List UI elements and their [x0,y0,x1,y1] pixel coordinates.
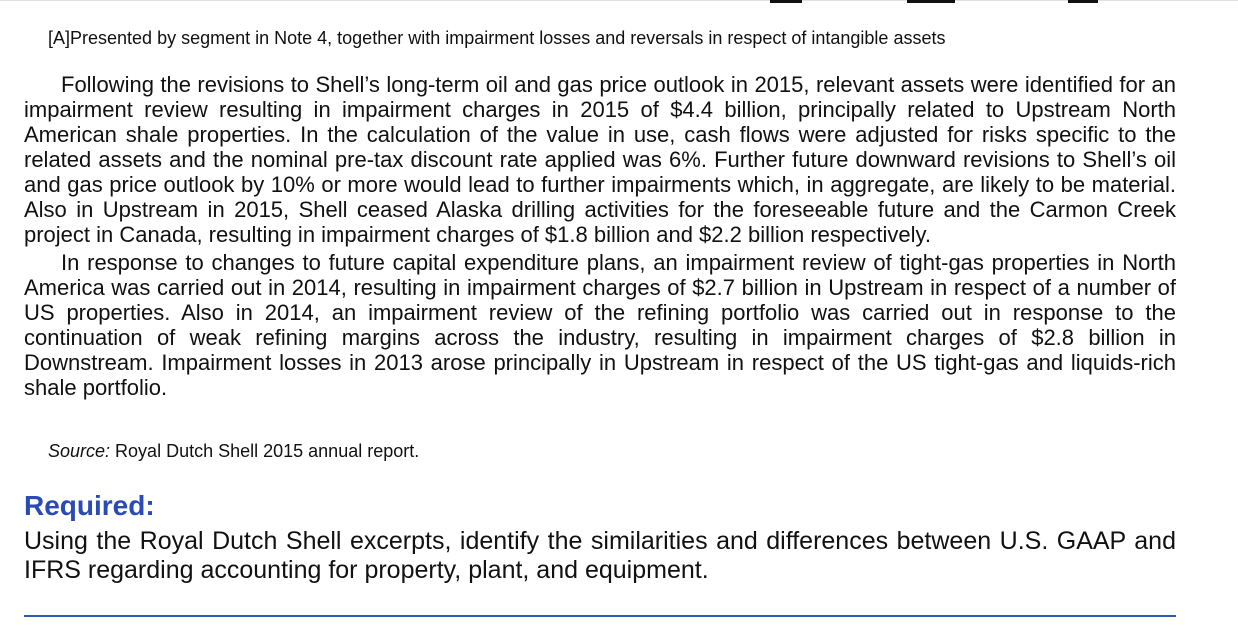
source-citation [48,440,419,462]
source-label: Source: [48,441,111,461]
table-rule-mark [907,0,955,3]
table-rule-mark [1068,0,1098,3]
excerpt-paragraph-2: In response to changes to future capital expenditure plans, an impairment review of tight-gas properties in North America was carried out in 2014, resulting in impairment charges of $2.7 billion in Upstream in respect of a number of US properties. Also in 2014, an impairment review of the refining portfolio was carried out in response to the continuation of weak refining margins across the industry, resulting in impairment charges of $2.8 billion in Downstream. Impairment losses in 2013 arose principally in Upstream in respect of the US tight-gas and liquids-rich shale portfolio. [24,250,1176,400]
excerpt-paragraph-1: Following the revisions to Shell’s long-term oil and gas price outlook in 2015, relevant assets were identified for an impairment review resulting in impairment charges in 2015 of $4.4 billion, principally related to Upstream North American shale properties. In the calculation of the value in use, cash flows were adjusted for risks specific to the related assets and the nominal pre-tax discount rate applied was 6%. Further future downward revisions to Shell’s oil and gas price outlook by 10% or more would lead to further impairments which, in aggregate, are likely to be material. Also in Upstream in 2015, Shell ceased Alaska drilling activities for the foreseeable future and the Carmon Creek project in Canada, resulting in impairment charges of $1.8 billion and $2.2 billion respectively. [24,72,1176,247]
source-text: Royal Dutch Shell 2015 annual report. [110,441,420,461]
top-table-border [0,0,1238,3]
table-footnote: [A]Presented by segment in Note 4, together with impairment losses and reversals in respect of intangible assets [48,28,946,48]
required-question: Using the Royal Dutch Shell excerpts, identify the similarities and differences between U.S. GAAP and IFRS regarding accounting for property, plant, and equipment. [24,527,1176,584]
table-rule-mark [770,0,802,3]
bottom-divider [24,615,1176,617]
required-heading: Required: [24,490,155,521]
excerpt-body [24,72,1176,400]
